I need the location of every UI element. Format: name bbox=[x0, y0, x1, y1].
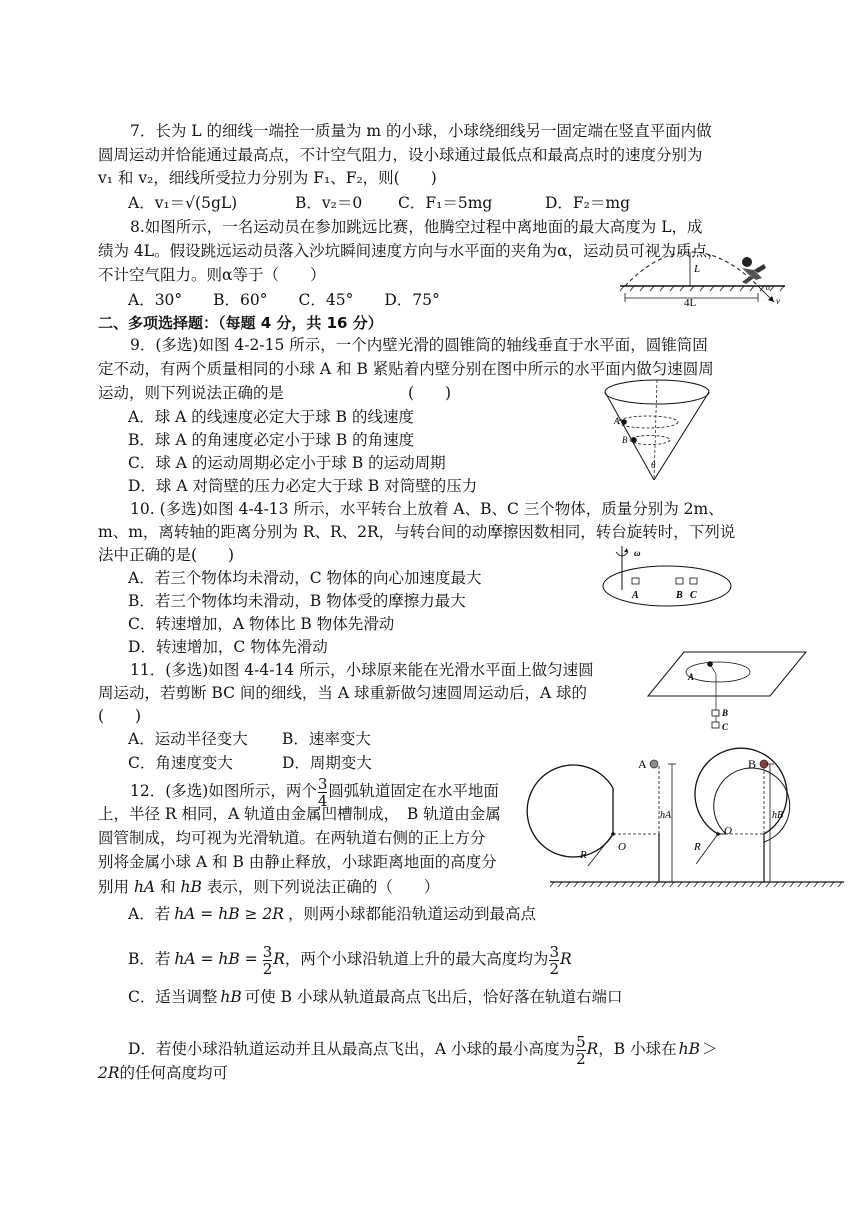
q10-option-d: D．转速增加，C 物体先滑动 bbox=[128, 638, 328, 656]
q12-option-c: C．适当调整 hB 可使 B 小球从轨道最高点飞出后，恰好落在轨道右端口 bbox=[128, 988, 623, 1006]
q10-option-c: C．转速增加，A 物体比 B 物体先滑动 bbox=[128, 615, 395, 633]
q9-option-c: C．球 A 的运动周期必定小于球 B 的运动周期 bbox=[128, 454, 446, 472]
velocity-label: v bbox=[776, 296, 780, 306]
height-label: L bbox=[694, 263, 701, 275]
horizontal-plane-figure bbox=[648, 650, 808, 740]
radius-r-label-b: R bbox=[694, 841, 701, 853]
q7-stem-line1: 7．长为 L 的细线一端拴一质量为 m 的小球，小球绕细线另一固定端在竖直平面内做 bbox=[130, 122, 712, 140]
object-b-label: B bbox=[676, 590, 683, 601]
turntable-figure bbox=[600, 544, 740, 614]
q9-stem-line2: 定不动，有两个质量相同的小球 A 和 B 紧贴着内壁分别在图中所示的水平面内做匀速圆周 bbox=[98, 360, 714, 378]
q12-stem-line4: 别将金属小球 A 和 B 由静止释放，小球距离地面的高度分 bbox=[98, 853, 497, 871]
h-a-symbol: hA bbox=[133, 878, 156, 896]
q8-stem-line3: 不计空气阻力。则α等于（ ） bbox=[98, 266, 326, 284]
block-c-label: C bbox=[722, 722, 729, 732]
q12-option-a: A．若 hA = hB ≥ 2R ，则两小球都能沿轨道运动到最高点 bbox=[128, 905, 536, 923]
q10-option-b: B．若三个物体均未滑动，B 物体受的摩擦力最大 bbox=[128, 592, 466, 610]
theta-label: θ bbox=[651, 460, 656, 470]
ball-a-label: A bbox=[638, 757, 647, 771]
ball-a-label: A bbox=[614, 416, 620, 426]
q12-option-b: B．若 hA = hB = $\frac{3}{2}$ R，两个小球沿轨道上升的最大高度均为 $\frac{3}{2}$ R bbox=[128, 942, 572, 978]
q7-option-a: A．v₁＝√(5gL) bbox=[128, 194, 238, 212]
q12-stem-line3: 圆管制成，均可视为光滑轨道。在两轨道右侧的正上方分 bbox=[98, 829, 486, 847]
object-a-label: A bbox=[632, 590, 639, 601]
q11-option-c: C．角速度变大 bbox=[128, 754, 233, 772]
q12-stem-part2: 圆弧轨道固定在水平地面 bbox=[328, 782, 499, 800]
ball-b-label: B bbox=[622, 435, 628, 445]
q11-stem-line1: 11．(多选)如图 4-4-14 所示，小球原来能在光滑水平面上做匀速圆 bbox=[130, 661, 594, 679]
q11-stem-line2: 周运动，若剪断 BC 间的细线，当 A 球重新做匀速圆周运动后，A 球的 bbox=[98, 684, 588, 702]
q7-option-c: C．F₁＝5mg bbox=[398, 194, 493, 212]
object-c-label: C bbox=[690, 590, 697, 601]
q9-stem-line3: 运动，则下列说法正确的是 ( ) bbox=[98, 384, 452, 402]
distance-label: 4L bbox=[684, 297, 697, 309]
cone-figure bbox=[602, 378, 712, 488]
height-a-label: hA bbox=[660, 810, 672, 821]
q12-option-d-line2: 2R的任何高度均可 bbox=[98, 1064, 229, 1082]
circular-tracks-figure bbox=[548, 758, 848, 890]
omega-label: ω bbox=[634, 548, 641, 558]
q8-stem-line2: 绩为 4L。假设跳远运动员落入沙坑瞬间速度方向与水平面的夹角为α，运动员可视为质点， bbox=[98, 242, 723, 260]
q9-stem-line1: 9．(多选)如图 4-2-15 所示，一个内壁光滑的圆锥筒的轴线垂直于水平面，圆锥筒固 bbox=[130, 336, 708, 354]
q8-stem-line1: 8.如图所示，一名运动员在参加跳远比赛，他腾空过程中离地面的最大高度为 L，成 bbox=[130, 218, 703, 236]
height-b-label: hB bbox=[772, 810, 784, 821]
q11-option-b: B．速率变大 bbox=[282, 730, 371, 748]
q10-stem-line3: 法中正确的是( ) bbox=[98, 546, 235, 564]
ball-b-label: B bbox=[748, 757, 757, 771]
q11-option-a: A．运动半径变大 bbox=[128, 730, 248, 748]
center-o-label-a: O bbox=[618, 841, 626, 853]
ball-a-label: A bbox=[688, 672, 695, 682]
long-jump-figure bbox=[620, 240, 800, 310]
q9-option-b: B．球 A 的角速度必定小于球 B 的角速度 bbox=[128, 431, 415, 449]
q12-stem-line5: 别用 hA 和 hB 表示，则下列说法正确的（ ） bbox=[98, 878, 440, 896]
radius-r-label-a: R bbox=[580, 849, 587, 861]
q9-option-d: D．球 A 对筒壁的压力必定大于球 B 对筒壁的压力 bbox=[128, 477, 478, 495]
q11-stem-line3: ( ) bbox=[98, 707, 142, 725]
q12-stem-part1: 12．(多选)如图所示，两个 bbox=[130, 782, 317, 800]
q7-stem-line3: v₁ 和 v₂，细线所受拉力分别为 F₁、F₂，则( ) bbox=[98, 169, 437, 187]
q10-option-a: A．若三个物体均未滑动，C 物体的向心加速度最大 bbox=[128, 569, 482, 587]
q7-option-b: B．v₂＝0 bbox=[295, 194, 363, 212]
center-o-label-b: O bbox=[724, 825, 732, 837]
q12-stem-line2: 上，半径 R 相同，A 轨道由金属凹槽制成， B 轨道由金属 bbox=[98, 805, 501, 823]
q10-stem-line1: 10. (多选)如图 4-4-13 所示，水平转台上放着 A、B、C 三个物体，质量分别为 2m、 bbox=[130, 500, 724, 518]
h-b-symbol: hB bbox=[180, 878, 202, 896]
q12-option-d: D．若使小球沿轨道运动并且从最高点飞出，A 小球的最小高度为 $\frac{5}{2}$ R，B 小球在 hB ＞ bbox=[128, 1032, 718, 1068]
athlete-icon bbox=[742, 257, 766, 284]
section-title: 二、多项选择题：（每题 4 分，共 16 分） bbox=[98, 314, 383, 332]
q11-option-d: D．周期变大 bbox=[282, 754, 372, 772]
q8-options: A．30° B．60° C．45° D．75° bbox=[128, 291, 440, 309]
block-b-label: B bbox=[722, 708, 729, 718]
q10-stem-line2: m、m，离转轴的距离分别为 R、R、2R，与转台间的动摩擦因数相同，转台旋转时，下列说 bbox=[98, 523, 736, 541]
q7-stem-line2: 圆周运动并恰能通过最高点，不计空气阻力，设小球通过最低点和最高点时的速度分别为 bbox=[98, 146, 703, 164]
angle-label: α bbox=[766, 283, 771, 292]
three-quarters-fraction: $\frac{3}{4}$ bbox=[317, 774, 328, 810]
q7-option-d: D．F₂＝mg bbox=[545, 194, 631, 212]
q9-option-a: A．球 A 的线速度必定大于球 B 的线速度 bbox=[128, 408, 414, 426]
